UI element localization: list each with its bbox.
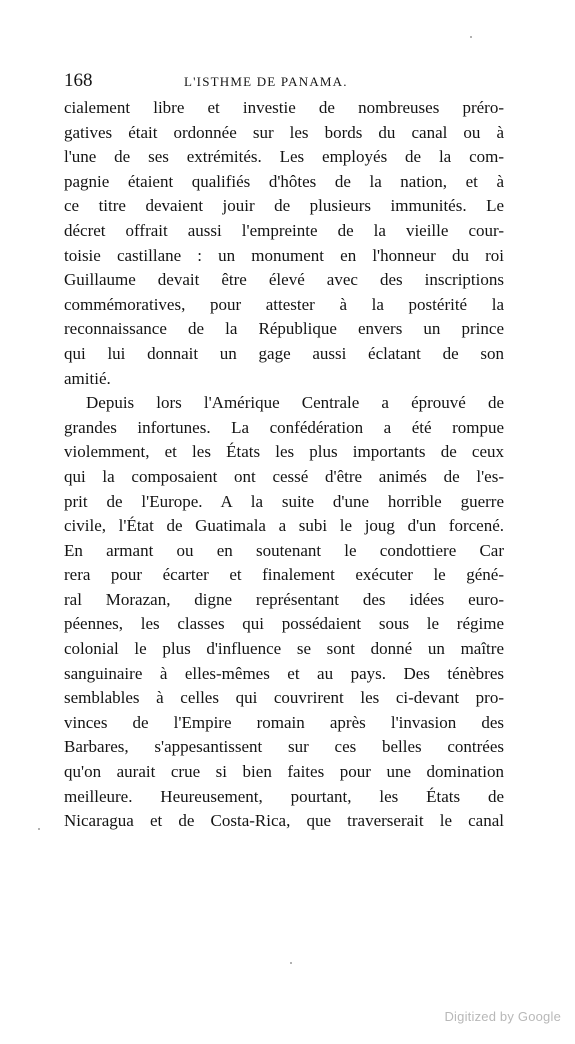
text-line: civile, l'État de Guatimala a subi le joug d'un forcené. bbox=[64, 516, 504, 536]
paragraph-1 bbox=[64, 96, 504, 391]
text-line: ral Morazan, digne représentant des idées euro- bbox=[64, 589, 504, 609]
text-line: Nicaragua et de Costa-Rica, que traverserait le canal bbox=[64, 811, 504, 831]
text-line: rera pour écarter et finalement exécuter le géné- bbox=[64, 565, 504, 585]
text-line: gatives était ordonnée sur les bords du canal ou à bbox=[64, 122, 504, 142]
watermark: Digitized by Google bbox=[444, 1009, 561, 1024]
text-line: meilleure. Heureusement, pourtant, les États de bbox=[64, 786, 504, 806]
text-line: l'une de ses extrémités. Les employés de la com- bbox=[64, 147, 504, 167]
text-line: commémoratives, pour attester à la postérité la bbox=[64, 294, 504, 314]
scan-speck bbox=[38, 828, 40, 830]
text-line: violemment, et les États les plus importants de ceux bbox=[64, 442, 504, 462]
text-line: prit de l'Europe. A la suite d'une horrible guerre bbox=[64, 491, 504, 511]
text-line: qui lui donnait un gage aussi éclatant de son bbox=[64, 343, 504, 363]
text-line: vinces de l'Empire romain après l'invasion des bbox=[64, 712, 504, 732]
text-line: colonial le plus d'influence se sont donné un maître bbox=[64, 639, 504, 659]
text-line: amitié. bbox=[64, 368, 111, 388]
paragraph-2 bbox=[64, 391, 504, 834]
scan-speck bbox=[290, 962, 292, 964]
text-line: décret offrait aussi l'empreinte de la vieille cour- bbox=[64, 220, 504, 240]
running-head bbox=[64, 70, 504, 94]
text-line: Depuis lors l'Amérique Centrale a éprouvé de bbox=[86, 393, 504, 413]
text-line: qui la composaient ont cessé d'être animés de l'es- bbox=[64, 466, 504, 486]
text-line: ce titre devaient jouir de plusieurs immunités. Le bbox=[64, 196, 504, 216]
running-title: L'ISTHME DE PANAMA. bbox=[184, 74, 348, 89]
book-page bbox=[64, 70, 504, 834]
text-line: cialement libre et investie de nombreuses préro- bbox=[64, 98, 504, 117]
text-line: semblables à celles qui couvrirent les ci-devant pro- bbox=[64, 688, 504, 708]
text-line: péennes, les classes qui possédaient sous le régime bbox=[64, 614, 504, 634]
body-text bbox=[64, 96, 504, 834]
text-line: pagnie étaient qualifiés d'hôtes de la nation, et à bbox=[64, 171, 504, 191]
scan-speck bbox=[470, 36, 472, 38]
text-line: reconnaissance de la République envers un prince bbox=[64, 319, 504, 339]
text-line: grandes infortunes. La confédération a été rompue bbox=[64, 417, 504, 437]
page-number: 168 bbox=[64, 70, 93, 91]
text-line: qu'on aurait crue si bien faites pour une domination bbox=[64, 762, 504, 782]
text-line: sanguinaire à elles-mêmes et au pays. Des ténèbres bbox=[64, 663, 504, 683]
text-line: Barbares, s'appesantissent sur ces belles contrées bbox=[64, 737, 504, 757]
text-line: Guillaume devait être élevé avec des inscriptions bbox=[64, 270, 504, 290]
text-line: En armant ou en soutenant le condottiere Car bbox=[64, 540, 504, 560]
text-line: toisie castillane : un monument en l'honneur du roi bbox=[64, 245, 504, 265]
